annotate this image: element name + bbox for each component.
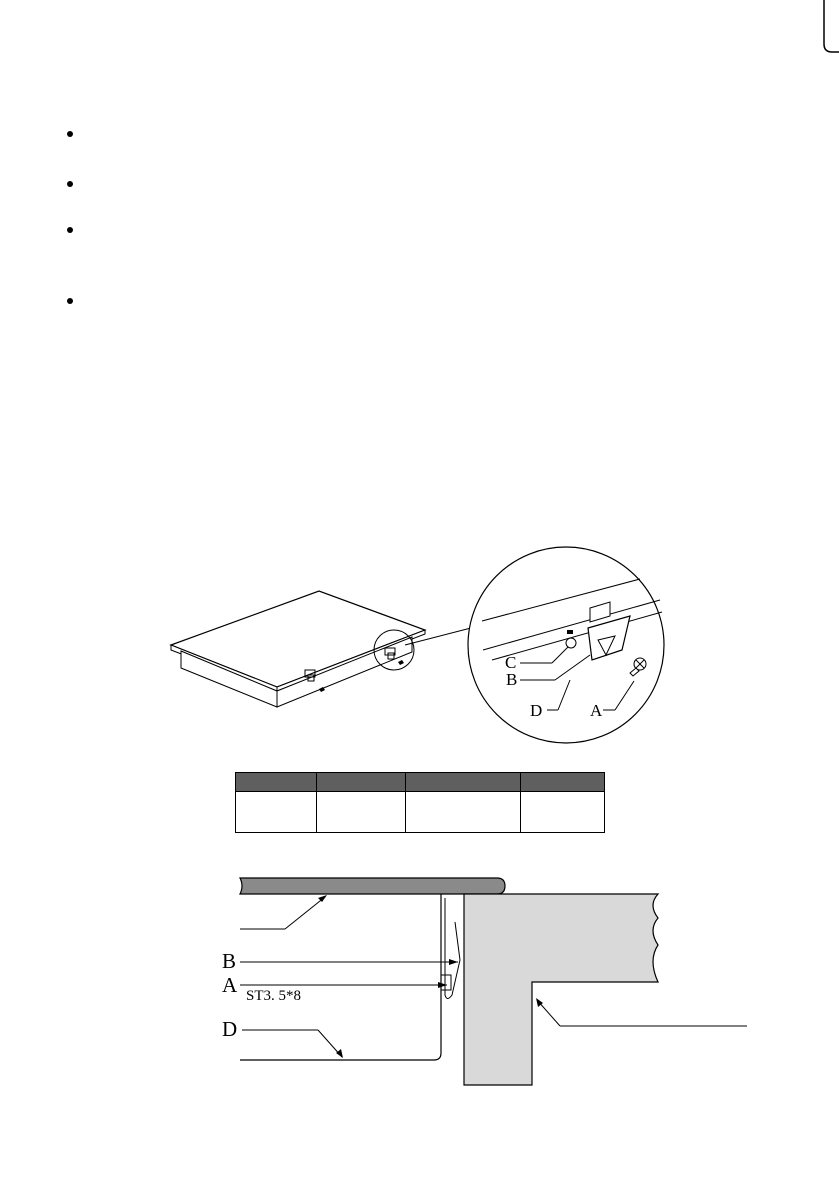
section-callout-a: A [222, 973, 238, 997]
callout-b: B [506, 670, 518, 689]
callout-a: A [590, 701, 603, 720]
screw-spec-label: ST3. 5*8 [246, 988, 302, 1004]
spring-clip [445, 898, 460, 999]
callout-c: C [505, 653, 517, 672]
section-callout-b: B [222, 949, 237, 973]
section-callout-d: D [222, 1017, 238, 1041]
callout-d: D [530, 701, 543, 720]
hob-glass-section [240, 878, 505, 894]
worktop-section [464, 894, 658, 1085]
